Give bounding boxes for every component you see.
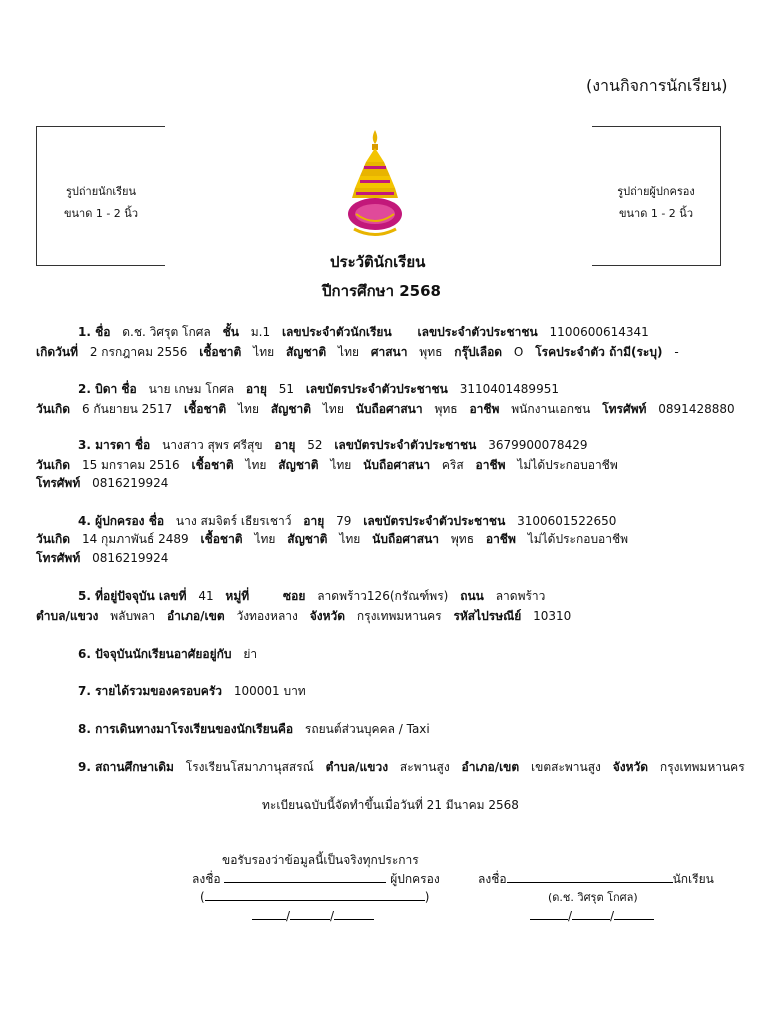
living-row xyxy=(78,644,265,664)
father-row-1 xyxy=(78,379,567,399)
student-row-1 xyxy=(78,322,657,342)
road-label: ถนน xyxy=(460,589,484,603)
father-name: นาย เกษม โกศล xyxy=(148,382,235,396)
guardian-row-3 xyxy=(36,548,176,568)
grade-value: ม.1 xyxy=(250,325,271,339)
father-age: 51 xyxy=(278,382,294,396)
religion-value: พุทธ xyxy=(419,345,443,359)
father-phone: 0891428880 xyxy=(658,402,735,416)
religion-label: ศาสนา xyxy=(370,345,408,359)
guardian-signature-line xyxy=(192,870,440,889)
grade-label: ชั้น xyxy=(222,325,239,339)
travel-label: 8. การเดินทางมาโรงเรียนของนักเรียนคือ xyxy=(78,722,294,736)
mother-row-2 xyxy=(36,455,626,475)
province-value: กรุงเทพมหานคร xyxy=(356,609,442,623)
student-date-month[interactable] xyxy=(572,907,610,920)
student-role-label: นักเรียน xyxy=(672,872,714,886)
certify-text: ขอรับรองว่าข้อมูลนี้เป็นจริงทุกประการ xyxy=(222,853,419,867)
guardian-religion: พุทธ xyxy=(450,532,475,546)
address-row-2 xyxy=(36,606,579,626)
mother-id: 3679900078429 xyxy=(488,438,588,452)
student-name: ด.ช. วิศรุต โกศล xyxy=(122,325,211,339)
student-date-year[interactable] xyxy=(614,907,654,920)
income-row xyxy=(78,681,314,701)
prev-school-label: 9. สถานศึกษาเดิม xyxy=(78,760,174,774)
student-signature-field[interactable] xyxy=(507,870,673,883)
guardian-name: นาง สมจิตร์ เธียรเชาว์ xyxy=(175,514,292,528)
guardian-date-month[interactable] xyxy=(290,907,330,920)
father-birth-label: วันเกิด xyxy=(36,402,71,416)
guardian-age-label: อายุ xyxy=(303,514,325,528)
guardian-row-2 xyxy=(36,529,636,549)
national-id-value: 1100600614341 xyxy=(549,325,649,339)
guardian-nationality: ไทย xyxy=(339,532,361,546)
income-label: 7. รายได้รวมของครอบครัว xyxy=(78,684,222,698)
guardian-nationality-label: สัญชาติ xyxy=(287,532,328,546)
guardian-photo-box xyxy=(592,126,721,266)
mother-birth: 15 มกราคม 2516 xyxy=(81,458,180,472)
soi-label: ซอย xyxy=(282,589,306,603)
guardian-race-label: เชื้อชาติ xyxy=(200,532,243,546)
father-num-label: 2. บิดา ชื่อ xyxy=(78,382,137,396)
mother-religion: คริส xyxy=(441,458,464,472)
postcode-label: รหัสไปรษณีย์ xyxy=(453,609,522,623)
guardian-photo-label: รูปถ่ายผู้ปกครอง xyxy=(617,185,695,198)
subdistrict-value: พลับพลา xyxy=(110,609,156,623)
guardian-job: ไม่ได้ประกอบอาชีพ xyxy=(527,532,629,546)
prev-school-district: เขตสะพานสูง xyxy=(531,760,601,774)
father-nationality-label: สัญชาติ xyxy=(270,402,312,416)
mother-id-label: เลขบัตรประจำตัวประชาชน xyxy=(334,438,477,452)
guardian-signature-field[interactable] xyxy=(224,870,386,883)
house-number: 41 xyxy=(198,589,214,603)
student-photo-box xyxy=(36,126,165,266)
prev-school-subdistrict: สะพานสูง xyxy=(399,760,450,774)
guardian-num-label: 4. ผู้ปกครอง ชื่อ xyxy=(78,514,165,528)
created-date: ทะเบียนฉบับนี้จัดทำขึ้นเมื่อวันที่ 21 มีนาคม 2568 xyxy=(262,798,519,812)
income-value: 100001 บาท xyxy=(233,684,306,698)
mother-birth-label: วันเกิด xyxy=(36,458,71,472)
mother-phone-label: โทรศัพท์ xyxy=(36,476,81,490)
school-emblem-logo xyxy=(346,128,404,240)
guardian-name-line xyxy=(200,888,429,904)
form-title: ประวัตินักเรียน xyxy=(330,253,426,271)
mother-num-label: 3. มารดา ชื่อ xyxy=(78,438,151,452)
prev-school-province-label: จังหวัด xyxy=(612,760,649,774)
guardian-job-label: อาชีพ xyxy=(485,532,516,546)
student-photo-size: ขนาด 1 - 2 นิ้ว xyxy=(63,207,138,220)
student-sign-label: ลงชื่อ xyxy=(478,872,507,886)
student-date-line xyxy=(530,907,654,923)
father-religion-label: นับถือศาสนา xyxy=(355,402,423,416)
road-value: ลาดพร้าว xyxy=(495,589,546,603)
guardian-id: 3100601522650 xyxy=(517,514,617,528)
race-label: เชื้อชาติ xyxy=(199,345,242,359)
blood-label: กรุ๊ปเลือด xyxy=(454,345,503,359)
mother-row-3 xyxy=(36,473,176,493)
national-id-label: เลขประจำตัวประชาชน xyxy=(417,325,538,339)
disease-label: โรคประจำตัว ถ้ามี(ระบุ) xyxy=(535,345,663,359)
father-id-label: เลขบัตรประจำตัวประชาชน xyxy=(305,382,448,396)
district-label: อำเภอ/เขต xyxy=(166,609,225,623)
father-row-2 xyxy=(36,399,743,419)
father-job: พนักงานเอกชน xyxy=(511,402,591,416)
father-age-label: อายุ xyxy=(245,382,267,396)
student-photo-label: รูปถ่ายนักเรียน xyxy=(66,185,136,198)
student-printed-name: (ด.ช. วิศรุต โกศล) xyxy=(548,891,638,904)
guardian-phone: 0816219924 xyxy=(92,551,169,565)
father-id: 3110401489951 xyxy=(459,382,559,396)
academic-year: ปีการศึกษา 2568 xyxy=(322,282,441,300)
living-label: 6. ปัจจุบันนักเรียนอาศัยอยู่กับ xyxy=(78,647,232,661)
moo-label: หมู่ที่ xyxy=(225,589,250,603)
date-slash: / xyxy=(610,909,615,923)
father-job-label: อาชีพ xyxy=(469,402,500,416)
mother-age: 52 xyxy=(307,438,323,452)
prev-school-district-label: อำเภอ/เขต xyxy=(461,760,520,774)
blood-value: O xyxy=(513,345,524,359)
department-label: (งานกิจการนักเรียน) xyxy=(586,76,728,95)
guardian-race: ไทย xyxy=(254,532,276,546)
guardian-age: 79 xyxy=(336,514,352,528)
guardian-phone-label: โทรศัพท์ xyxy=(36,551,81,565)
student-id-label: เลขประจำตัวนักเรียน xyxy=(281,325,392,339)
subdistrict-label: ตำบล/แขวง xyxy=(36,609,99,623)
date-slash: / xyxy=(330,909,335,923)
guardian-birth-label: วันเกิด xyxy=(36,532,71,546)
mother-nationality-label: สัญชาติ xyxy=(278,458,319,472)
father-race: ไทย xyxy=(238,402,259,416)
guardian-role-label: ผู้ปกครอง xyxy=(390,872,440,886)
guardian-photo-size: ขนาด 1 - 2 นิ้ว xyxy=(618,207,693,220)
race-value: ไทย xyxy=(253,345,275,359)
open-paren: ( xyxy=(200,890,205,904)
soi-value: ลาดพร้าว126(กรัณฑ์พร) xyxy=(317,589,449,603)
disease-value: - xyxy=(674,345,679,359)
father-race-label: เชื้อชาติ xyxy=(184,402,227,416)
travel-row xyxy=(78,719,438,739)
mother-name: นางสาว สุพร ศรีสุข xyxy=(162,438,263,452)
student-date-day[interactable] xyxy=(530,907,568,920)
mother-job-label: อาชีพ xyxy=(475,458,506,472)
address-num-label: 5. ที่อยู่ปัจจุบัน เลขที่ xyxy=(78,589,187,603)
mother-nationality: ไทย xyxy=(330,458,352,472)
mother-job: ไม่ได้ประกอบอาชีพ xyxy=(517,458,618,472)
father-nationality: ไทย xyxy=(322,402,344,416)
father-religion: พุทธ xyxy=(434,402,458,416)
living-value: ย่า xyxy=(243,647,258,661)
prev-school-name: โรงเรียนโสมาภานุสสรณ์ xyxy=(185,760,314,774)
prev-school-subdistrict-label: ตำบล/แขวง xyxy=(325,760,389,774)
student-num-label: 1. ชื่อ xyxy=(78,325,111,339)
travel-value: รถยนต์ส่วนบุคคล / Taxi xyxy=(304,722,430,736)
postcode-value: 10310 xyxy=(533,609,572,623)
guardian-date-line xyxy=(252,907,374,923)
prev-school-province: กรุงเทพมหานคร xyxy=(659,760,745,774)
date-slash: / xyxy=(568,909,573,923)
date-slash: / xyxy=(286,909,291,923)
guardian-date-day[interactable] xyxy=(252,907,286,920)
birth-value: 2 กรกฎาคม 2556 xyxy=(89,345,188,359)
district-value: วังทองหลาง xyxy=(236,609,298,623)
nationality-value: ไทย xyxy=(338,345,360,359)
guardian-date-year[interactable] xyxy=(334,907,374,920)
guardian-id-label: เลขบัตรประจำตัวประชาชน xyxy=(363,514,506,528)
mother-age-label: อายุ xyxy=(274,438,296,452)
guardian-row-1 xyxy=(78,511,624,531)
guardian-birth: 14 กุมภาพันธ์ 2489 xyxy=(81,532,189,546)
province-label: จังหวัด xyxy=(309,609,346,623)
student-row-2 xyxy=(36,342,687,362)
mother-phone: 0816219924 xyxy=(92,476,169,490)
guardian-sign-label: ลงชื่อ xyxy=(192,872,221,886)
nationality-label: สัญชาติ xyxy=(285,345,327,359)
prev-school-row xyxy=(78,757,753,777)
mother-race-label: เชื้อชาติ xyxy=(191,458,234,472)
address-row-1 xyxy=(78,586,553,606)
student-signature-line xyxy=(478,870,714,889)
mother-race: ไทย xyxy=(245,458,267,472)
birth-label: เกิดวันที่ xyxy=(36,345,79,359)
guardian-name-field[interactable] xyxy=(205,888,425,901)
mother-religion-label: นับถือศาสนา xyxy=(363,458,431,472)
guardian-religion-label: นับถือศาสนา xyxy=(372,532,440,546)
father-phone-label: โทรศัพท์ xyxy=(602,402,647,416)
close-paren: ) xyxy=(424,890,430,904)
mother-row-1 xyxy=(78,435,595,455)
father-birth: 6 กันยายน 2517 xyxy=(81,402,173,416)
